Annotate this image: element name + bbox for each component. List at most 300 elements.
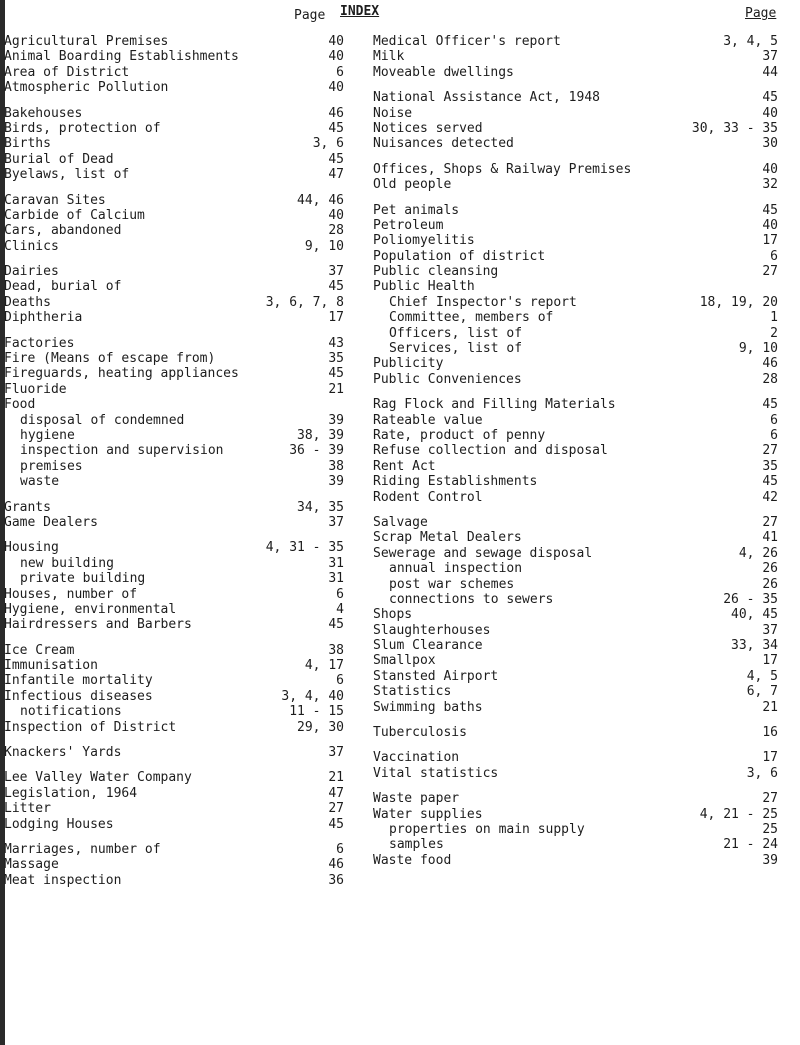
index-entry-pages: 6 bbox=[336, 64, 344, 80]
index-entry-pages: 27 bbox=[762, 514, 778, 530]
index-entry-pages: 46 bbox=[328, 857, 344, 873]
index-entry-pages: 17 bbox=[762, 233, 778, 249]
index-entry-label: Population of district bbox=[373, 248, 546, 264]
index-entry-label: Swimming baths bbox=[373, 699, 483, 715]
index-group bbox=[4, 770, 344, 832]
index-subentry-label: new building bbox=[20, 555, 114, 571]
index-entry-pages: 45 bbox=[328, 120, 344, 136]
index-entry-label: Rateable value bbox=[373, 412, 483, 428]
index-entry bbox=[4, 801, 344, 816]
index-entry-pages: 38 bbox=[328, 458, 344, 474]
index-entry-pages: 41 bbox=[762, 530, 778, 546]
index-group bbox=[4, 34, 344, 96]
index-entry bbox=[4, 106, 344, 121]
index-group bbox=[4, 193, 344, 255]
index-title: INDEX bbox=[340, 4, 380, 19]
index-entry-pages: 4 bbox=[336, 601, 344, 617]
index-column-right bbox=[373, 34, 778, 878]
index-entry bbox=[373, 443, 778, 458]
index-entry-label: Infectious diseases bbox=[4, 688, 153, 704]
index-entry-label: Grants bbox=[4, 499, 51, 515]
index-entry bbox=[373, 397, 778, 412]
index-entry-label: Game Dealers bbox=[4, 514, 98, 530]
page-column-header-left: Page bbox=[294, 8, 326, 23]
index-entry bbox=[4, 602, 344, 617]
index-entry-label: Poliomyelitis bbox=[373, 233, 475, 249]
index-entry-label: Waste paper bbox=[373, 791, 460, 807]
index-entry bbox=[4, 208, 344, 223]
index-entry bbox=[373, 474, 778, 489]
index-entry-label: Old people bbox=[373, 177, 452, 193]
index-entry-pages: 38, 39 bbox=[297, 427, 344, 443]
index-entry-label: Scrap Metal Dealers bbox=[373, 530, 522, 546]
index-entry-pages: 45 bbox=[762, 202, 778, 218]
index-entry-pages: 3, 4, 5 bbox=[723, 34, 778, 49]
index-entry bbox=[373, 530, 778, 545]
index-entry bbox=[4, 295, 344, 310]
index-entry-label: Vital statistics bbox=[373, 765, 499, 781]
index-entry bbox=[373, 546, 778, 561]
index-entry-pages: 42 bbox=[762, 489, 778, 505]
index-entry bbox=[373, 822, 778, 837]
index-entry bbox=[4, 571, 344, 586]
index-entry bbox=[4, 366, 344, 381]
index-entry-pages: 46 bbox=[762, 356, 778, 372]
index-entry bbox=[373, 356, 778, 371]
index-entry-pages: 4, 21 - 25 bbox=[699, 806, 778, 822]
index-group bbox=[373, 515, 778, 715]
index-entry bbox=[373, 218, 778, 233]
index-group bbox=[373, 791, 778, 868]
index-group bbox=[4, 745, 344, 760]
index-entry-label: Deaths bbox=[4, 294, 51, 310]
index-group bbox=[373, 750, 778, 781]
index-entry-pages: 40 bbox=[328, 49, 344, 65]
index-entry-pages: 37 bbox=[328, 514, 344, 530]
index-entry bbox=[4, 167, 344, 182]
index-entry-pages: 32 bbox=[762, 177, 778, 193]
index-entry bbox=[4, 428, 344, 443]
index-entry-label: Rodent Control bbox=[373, 489, 483, 505]
index-entry-pages: 39 bbox=[328, 412, 344, 428]
index-entry-label: National Assistance Act, 1948 bbox=[373, 90, 600, 106]
index-entry-label: Cars, abandoned bbox=[4, 223, 122, 239]
index-entry-pages: 3, 6, 7, 8 bbox=[265, 294, 344, 310]
index-entry-label: Massage bbox=[4, 857, 59, 873]
index-entry-label: Rent Act bbox=[373, 458, 436, 474]
index-entry bbox=[4, 873, 344, 888]
index-entry-pages: 27 bbox=[762, 443, 778, 459]
index-entry-label: Waste food bbox=[373, 852, 452, 868]
index-subentry-label: notifications bbox=[20, 704, 122, 720]
index-entry-label: Bakehouses bbox=[4, 105, 83, 121]
index-entry bbox=[373, 49, 778, 64]
index-entry bbox=[4, 279, 344, 294]
index-entry-pages: 33, 34 bbox=[731, 638, 778, 654]
index-subentry-label: Chief Inspector's report bbox=[389, 294, 577, 310]
index-entry-label: Litter bbox=[4, 801, 51, 817]
index-entry-pages: 6 bbox=[336, 841, 344, 857]
index-entry-label: Meat inspection bbox=[4, 872, 122, 888]
index-entry bbox=[373, 623, 778, 638]
index-entry-label: Hygiene, environmental bbox=[4, 601, 177, 617]
index-entry-pages: 35 bbox=[762, 458, 778, 474]
index-entry-pages: 40 bbox=[762, 105, 778, 121]
index-entry-label: Petroleum bbox=[373, 217, 444, 233]
index-entry bbox=[4, 587, 344, 602]
index-entry-pages: 21 bbox=[762, 699, 778, 715]
index-entry bbox=[373, 177, 778, 192]
index-entry-label: Public cleansing bbox=[373, 264, 499, 280]
index-entry-label: Publicity bbox=[373, 356, 444, 372]
index-entry bbox=[4, 34, 344, 49]
index-entry-label: Medical Officer's report bbox=[373, 34, 561, 49]
index-entry-pages: 37 bbox=[328, 745, 344, 761]
index-entry bbox=[373, 766, 778, 781]
index-entry bbox=[373, 203, 778, 218]
index-entry-label: Statistics bbox=[373, 684, 452, 700]
index-column-left bbox=[4, 34, 344, 898]
index-entry bbox=[373, 837, 778, 852]
index-entry-label: Riding Establishments bbox=[373, 474, 538, 490]
index-entry-label: Lee Valley Water Company bbox=[4, 770, 192, 786]
index-entry-label: Clinics bbox=[4, 238, 59, 254]
index-entry bbox=[4, 474, 344, 489]
index-entry-pages: 27 bbox=[762, 264, 778, 280]
index-entry bbox=[373, 807, 778, 822]
index-entry-pages: 45 bbox=[328, 617, 344, 633]
index-entry-pages: 6 bbox=[336, 586, 344, 602]
index-entry bbox=[373, 264, 778, 279]
index-entry-pages: 36 bbox=[328, 872, 344, 888]
index-entry-pages: 3, 4, 40 bbox=[281, 688, 344, 704]
index-entry-pages: 39 bbox=[762, 852, 778, 868]
index-entry-pages: 44 bbox=[762, 64, 778, 80]
index-entry-pages: 35 bbox=[328, 351, 344, 367]
index-entry-pages: 17 bbox=[328, 310, 344, 326]
index-entry-label: Hairdressers and Barbers bbox=[4, 617, 192, 633]
index-entry bbox=[373, 459, 778, 474]
index-entry-pages: 38 bbox=[328, 642, 344, 658]
index-entry-label: Shops bbox=[373, 607, 413, 623]
index-entry-pages: 40 bbox=[328, 207, 344, 223]
index-entry bbox=[373, 515, 778, 530]
index-entry-pages: 16 bbox=[762, 725, 778, 741]
index-entry-pages: 45 bbox=[762, 90, 778, 106]
index-entry-label: Inspection of District bbox=[4, 719, 177, 735]
index-entry-pages: 9, 10 bbox=[304, 238, 344, 254]
index-entry bbox=[4, 310, 344, 325]
index-entry bbox=[4, 617, 344, 632]
index-entry-label: Housing bbox=[4, 540, 59, 556]
index-entry bbox=[4, 264, 344, 279]
index-group bbox=[4, 264, 344, 326]
index-entry bbox=[4, 786, 344, 801]
index-entry bbox=[373, 121, 778, 136]
index-entry-label: Salvage bbox=[373, 514, 428, 530]
index-entry-label: Refuse collection and disposal bbox=[373, 443, 608, 459]
index-subentry-label: samples bbox=[389, 837, 444, 853]
index-entry bbox=[4, 704, 344, 719]
index-entry-pages: 37 bbox=[762, 49, 778, 65]
index-entry-pages: 26 - 35 bbox=[723, 591, 778, 607]
index-entry bbox=[373, 725, 778, 740]
index-entry-label: Fluoride bbox=[4, 381, 67, 397]
index-entry-label: Milk bbox=[373, 49, 405, 65]
index-entry bbox=[373, 791, 778, 806]
index-entry-label: Food bbox=[4, 397, 36, 413]
index-group bbox=[373, 203, 778, 388]
index-entry bbox=[4, 643, 344, 658]
index-entry-pages: 46 bbox=[328, 105, 344, 121]
index-entry-pages: 45 bbox=[328, 366, 344, 382]
index-entry bbox=[373, 700, 778, 715]
index-entry-label: Public Health bbox=[373, 279, 475, 295]
index-entry-pages: 34, 35 bbox=[297, 499, 344, 515]
index-entry bbox=[373, 853, 778, 868]
index-entry-pages: 44, 46 bbox=[297, 192, 344, 208]
index-entry-label: Public Conveniences bbox=[373, 371, 522, 387]
index-entry bbox=[4, 336, 344, 351]
index-entry-pages: 4, 31 - 35 bbox=[265, 540, 344, 556]
index-entry-label: Slum Clearance bbox=[373, 638, 483, 654]
index-entry bbox=[4, 556, 344, 571]
index-entry bbox=[4, 413, 344, 428]
index-group bbox=[373, 90, 778, 152]
index-group bbox=[4, 842, 344, 888]
index-entry-pages: 31 bbox=[328, 571, 344, 587]
index-entry bbox=[373, 638, 778, 653]
index-entry-pages: 40 bbox=[762, 217, 778, 233]
index-entry bbox=[4, 745, 344, 760]
index-group bbox=[373, 725, 778, 740]
index-entry-pages: 40 bbox=[328, 34, 344, 49]
index-entry bbox=[373, 607, 778, 622]
index-entry-pages: 30 bbox=[762, 136, 778, 152]
index-entry-label: Agricultural Premises bbox=[4, 34, 169, 49]
index-entry bbox=[4, 239, 344, 254]
index-entry-label: Lodging Houses bbox=[4, 816, 114, 832]
index-subentry-label: hygiene bbox=[20, 427, 75, 443]
index-entry bbox=[373, 310, 778, 325]
index-entry-pages: 45 bbox=[762, 474, 778, 490]
index-entry bbox=[373, 136, 778, 151]
index-entry-label: Rag Flock and Filling Materials bbox=[373, 397, 616, 413]
index-entry bbox=[4, 136, 344, 151]
index-entry bbox=[4, 193, 344, 208]
index-entry-label: Pet animals bbox=[373, 202, 460, 218]
index-subentry-label: inspection and supervision bbox=[20, 443, 224, 459]
index-entry-pages: 4, 5 bbox=[746, 668, 778, 684]
index-entry bbox=[4, 673, 344, 688]
index-entry bbox=[4, 857, 344, 872]
index-entry bbox=[4, 397, 344, 412]
index-entry bbox=[4, 658, 344, 673]
index-entry bbox=[373, 90, 778, 105]
index-entry bbox=[373, 490, 778, 505]
index-entry bbox=[373, 372, 778, 387]
index-entry bbox=[373, 106, 778, 121]
index-entry-label: Dairies bbox=[4, 264, 59, 280]
index-entry bbox=[373, 669, 778, 684]
index-entry-pages: 28 bbox=[762, 371, 778, 387]
index-group bbox=[373, 162, 778, 193]
index-entry-pages: 45 bbox=[328, 816, 344, 832]
index-entry-label: Marriages, number of bbox=[4, 841, 161, 857]
index-entry-label: Fire (Means of escape from) bbox=[4, 351, 216, 367]
index-group bbox=[4, 540, 344, 632]
index-entry bbox=[4, 443, 344, 458]
index-entry-label: Immunisation bbox=[4, 658, 98, 674]
index-entry bbox=[4, 65, 344, 80]
index-entry-label: Area of District bbox=[4, 64, 130, 80]
index-entry bbox=[373, 653, 778, 668]
index-entry-pages: 4, 26 bbox=[738, 545, 778, 561]
index-entry-label: Byelaws, list of bbox=[4, 167, 130, 183]
index-entry-pages: 21 bbox=[328, 770, 344, 786]
index-entry-pages: 6 bbox=[770, 248, 778, 264]
index-entry-label: Houses, number of bbox=[4, 586, 138, 602]
index-entry-pages: 6 bbox=[336, 673, 344, 689]
index-entry bbox=[373, 162, 778, 177]
index-entry bbox=[373, 592, 778, 607]
index-entry bbox=[373, 233, 778, 248]
index-entry-pages: 6 bbox=[770, 412, 778, 428]
index-entry-pages: 4, 17 bbox=[304, 658, 344, 674]
index-entry-pages: 6, 7 bbox=[746, 684, 778, 700]
index-group bbox=[373, 34, 778, 80]
index-entry-pages: 2 bbox=[770, 325, 778, 341]
index-entry-label: Notices served bbox=[373, 120, 483, 136]
index-entry bbox=[4, 223, 344, 238]
index-entry-label: Nuisances detected bbox=[373, 136, 514, 152]
index-entry-pages: 31 bbox=[328, 555, 344, 571]
index-entry-pages: 28 bbox=[328, 223, 344, 239]
index-entry bbox=[4, 152, 344, 167]
index-entry bbox=[373, 561, 778, 576]
index-entry-label: Noise bbox=[373, 105, 413, 121]
index-entry-pages: 36 - 39 bbox=[289, 443, 344, 459]
index-entry-label: Births bbox=[4, 136, 51, 152]
index-entry-pages: 30, 33 - 35 bbox=[691, 120, 778, 136]
index-entry bbox=[373, 684, 778, 699]
index-entry-pages: 9, 10 bbox=[738, 341, 778, 357]
index-group bbox=[4, 643, 344, 735]
index-subentry-label: private building bbox=[20, 571, 146, 587]
index-subentry-label: Services, list of bbox=[389, 341, 523, 357]
index-entry-pages: 27 bbox=[762, 791, 778, 807]
index-entry-pages: 45 bbox=[328, 279, 344, 295]
index-entry-label: Carbide of Calcium bbox=[4, 207, 145, 223]
index-entry bbox=[373, 428, 778, 443]
index-entry-pages: 40 bbox=[328, 80, 344, 96]
index-entry-pages: 21 - 24 bbox=[723, 837, 778, 853]
index-entry-pages: 6 bbox=[770, 427, 778, 443]
index-entry bbox=[373, 326, 778, 341]
index-entry-label: Moveable dwellings bbox=[373, 64, 514, 80]
index-entry-pages: 1 bbox=[770, 310, 778, 326]
index-entry bbox=[4, 49, 344, 64]
index-entry-pages: 47 bbox=[328, 785, 344, 801]
index-entry bbox=[4, 80, 344, 95]
index-entry-pages: 37 bbox=[328, 264, 344, 280]
index-entry bbox=[4, 770, 344, 785]
index-entry bbox=[373, 295, 778, 310]
index-entry bbox=[4, 540, 344, 555]
index-entry-label: Slaughterhouses bbox=[373, 622, 491, 638]
index-entry-pages: 21 bbox=[328, 381, 344, 397]
index-entry-pages: 37 bbox=[762, 622, 778, 638]
index-subentry-label: properties on main supply bbox=[389, 821, 585, 837]
index-group bbox=[4, 106, 344, 183]
index-entry-pages: 27 bbox=[328, 801, 344, 817]
index-subentry-label: waste bbox=[20, 474, 60, 490]
index-entry-pages: 43 bbox=[328, 335, 344, 351]
index-entry-label: Fireguards, heating appliances bbox=[4, 366, 239, 382]
index-entry-pages: 3, 6 bbox=[746, 765, 778, 781]
index-entry bbox=[373, 65, 778, 80]
index-entry bbox=[4, 515, 344, 530]
index-entry-label: Tuberculosis bbox=[373, 725, 467, 741]
index-entry-pages: 26 bbox=[762, 576, 778, 592]
index-entry-pages: 39 bbox=[328, 474, 344, 490]
index-entry-label: Factories bbox=[4, 335, 75, 351]
index-entry-label: Burial of Dead bbox=[4, 151, 114, 167]
index-entry-label: Sewerage and sewage disposal bbox=[373, 545, 593, 561]
index-entry-pages: 18, 19, 20 bbox=[699, 294, 778, 310]
index-entry bbox=[373, 577, 778, 592]
index-entry-label: Atmospheric Pollution bbox=[4, 80, 169, 96]
index-entry-pages: 26 bbox=[762, 561, 778, 577]
index-group bbox=[4, 500, 344, 531]
index-entry bbox=[4, 817, 344, 832]
index-entry-label: Caravan Sites bbox=[4, 192, 106, 208]
index-entry-label: Smallpox bbox=[373, 653, 436, 669]
index-entry bbox=[373, 750, 778, 765]
index-entry-label: Offices, Shops & Railway Premises bbox=[373, 161, 632, 177]
index-entry-label: Birds, protection of bbox=[4, 120, 161, 136]
index-entry-label: Legislation, 1964 bbox=[4, 785, 138, 801]
index-entry-label: Water supplies bbox=[373, 806, 483, 822]
index-entry-pages: 40, 45 bbox=[731, 607, 778, 623]
index-entry bbox=[373, 249, 778, 264]
index-subentry-label: connections to sewers bbox=[389, 591, 554, 607]
index-entry bbox=[4, 459, 344, 474]
index-entry-pages: 25 bbox=[762, 821, 778, 837]
index-subentry-label: disposal of condemned bbox=[20, 412, 185, 428]
index-entry bbox=[4, 689, 344, 704]
index-subentry-label: post war schemes bbox=[389, 576, 515, 592]
index-entry bbox=[4, 351, 344, 366]
index-entry bbox=[4, 842, 344, 857]
index-subentry-label: Officers, list of bbox=[389, 325, 523, 341]
index-subentry-label: premises bbox=[20, 458, 83, 474]
index-entry-pages: 17 bbox=[762, 653, 778, 669]
index-entry bbox=[373, 34, 778, 49]
index-entry-label: Diphtheria bbox=[4, 310, 83, 326]
index-entry bbox=[4, 382, 344, 397]
index-entry-label: Animal Boarding Establishments bbox=[4, 49, 239, 65]
index-group bbox=[373, 397, 778, 505]
index-entry bbox=[373, 341, 778, 356]
index-entry bbox=[4, 121, 344, 136]
page-column-header-right: Page bbox=[745, 6, 777, 21]
index-entry-label: Infantile mortality bbox=[4, 673, 153, 689]
index-subentry-label: annual inspection bbox=[389, 561, 523, 577]
index-entry-pages: 29, 30 bbox=[297, 719, 344, 735]
index-entry-pages: 11 - 15 bbox=[289, 704, 344, 720]
index-entry-pages: 3, 6 bbox=[312, 136, 344, 152]
